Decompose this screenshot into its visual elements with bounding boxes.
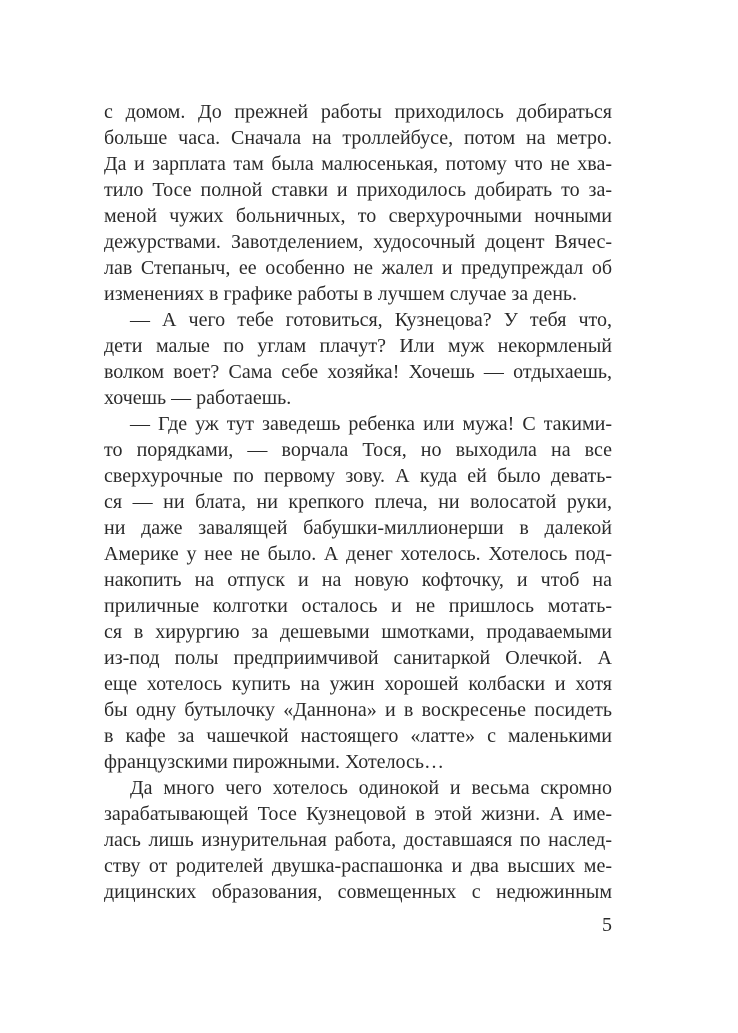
- text-line: меной чужих больничных, то сверхурочными ночными: [104, 205, 612, 227]
- page-number: 5: [602, 914, 612, 936]
- text-line: ству от родителей двушка-распашонка и два высших ме-: [104, 855, 612, 877]
- text-line: тило Тосе полной ставки и приходилось добирать то за-: [104, 179, 612, 201]
- text-line: дицинских образования, совмещенных с недюжинным: [104, 881, 612, 903]
- text-line: дежурствами. Завотделением, худосочный доцент Вячес-: [104, 231, 612, 253]
- text-line: накопить на отпуск и на новую кофточку, и чтоб на: [104, 569, 612, 591]
- text-line: еще хотелось купить на ужин хорошей колбаски и хотя: [104, 673, 612, 695]
- text-line: Да много чего хотелось одинокой и весьма скромно: [130, 777, 612, 799]
- body-text: [104, 99, 612, 905]
- text-line: больше часа. Сначала на троллейбусе, потом на метро.: [104, 127, 612, 149]
- text-line: хочешь — работаешь.: [104, 387, 292, 409]
- text-line: изменениях в графике работы в лучшем случае за день.: [104, 283, 578, 305]
- text-line: Да и зарплата там была малюсенькая, потому что не хва-: [104, 153, 612, 175]
- text-line: из-под полы предприимчивой санитаркой Олечкой. А: [104, 647, 612, 669]
- text-line: с домом. До прежней работы приходилось добираться: [104, 101, 612, 123]
- text-line: Америке у нее не было. А денег хотелось. Хотелось под-: [104, 543, 612, 565]
- text-line: волком воет? Сама себе хозяйка! Хочешь — отдыхаешь,: [104, 361, 612, 383]
- text-line: дети малые по углам плачут? Или муж некормленый: [104, 335, 612, 357]
- text-line: ни даже завалящей бабушки-миллионерши в далекой: [104, 517, 612, 539]
- text-line: то порядками, — ворчала Тося, но выходила на все: [104, 439, 612, 461]
- text-line: бы одну бутылочку «Даннона» и в воскресенье посидеть: [104, 699, 612, 721]
- text-line: ся в хирургию за дешевыми шмотками, продаваемыми: [104, 621, 612, 643]
- text-line: лась лишь изнурительная работа, доставшаяся по наслед-: [104, 829, 612, 851]
- text-line: французскими пирожными. Хотелось…: [104, 751, 445, 773]
- text-line: в кафе за чашечкой настоящего «латте» с маленькими: [104, 725, 612, 747]
- text-line: приличные колготки осталось и не пришлось мотать-: [104, 595, 612, 617]
- text-line: зарабатывающей Тосе Кузнецовой в этой жизни. А име-: [104, 803, 612, 825]
- text-line: сверхурочные по первому зову. А куда ей было девать-: [104, 465, 612, 487]
- text-line: лав Степаныч, ее особенно не жалел и предупреждал об: [104, 257, 612, 279]
- text-line: — А чего тебе готовиться, Кузнецова? У тебя что,: [130, 309, 612, 331]
- text-line: — Где уж тут заведешь ребенка или мужа! С такими-: [130, 413, 612, 435]
- text-line: ся — ни блата, ни крепкого плеча, ни волосатой руки,: [104, 491, 612, 513]
